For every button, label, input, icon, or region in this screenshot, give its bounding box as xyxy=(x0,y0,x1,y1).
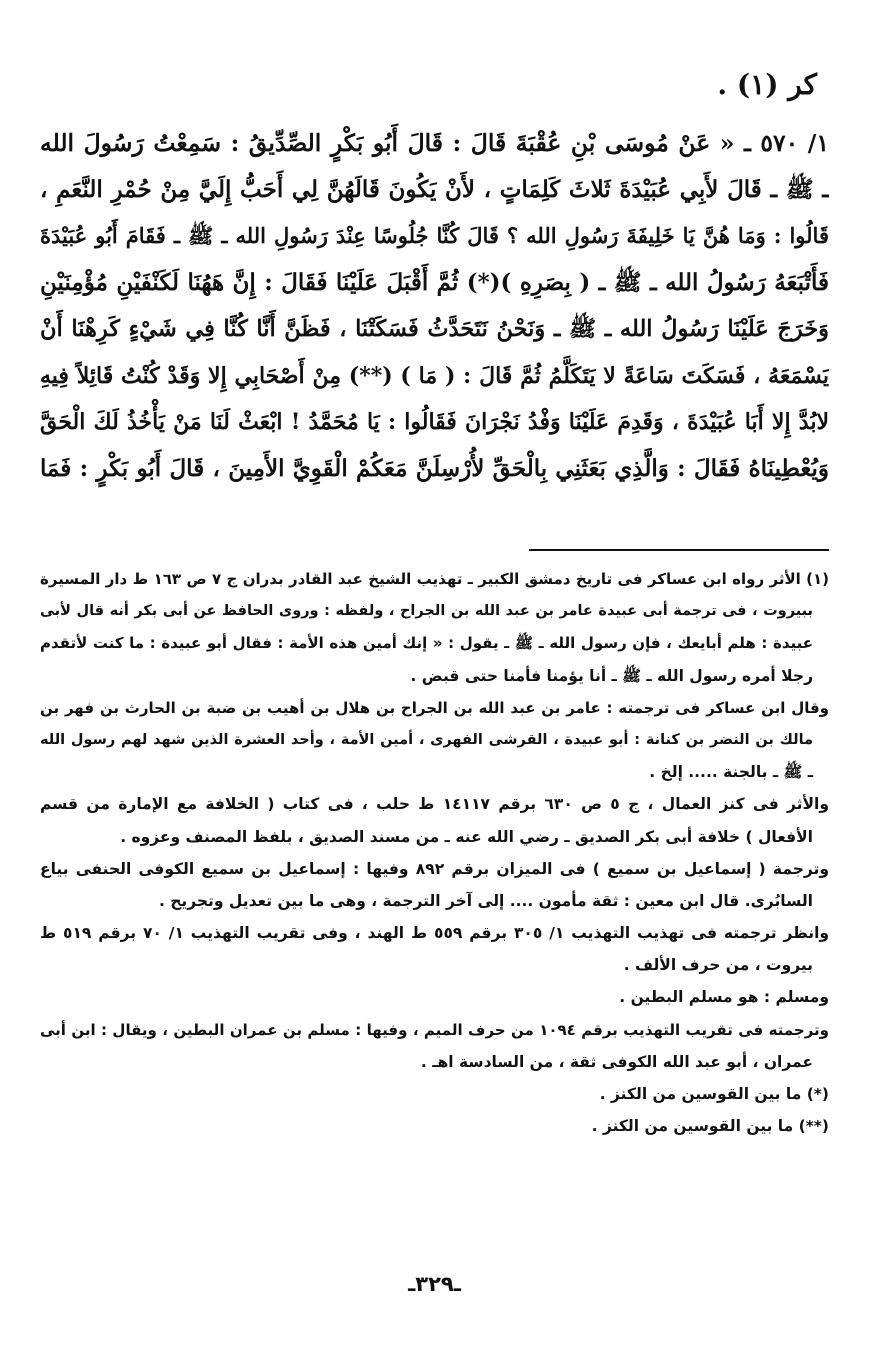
footnote-line: مالك بن النضر بن كنانة : أبو عبيدة ، القرشى الفهرى ، أمين الأمة ، وأحد العشرة الذين شهد لهم رسول الله xyxy=(40,731,813,748)
footnote-line: السابُرى. قال ابن معين : ثقة مأمون .... إلى آخر الترجمة ، وهى ما بين تعديل وتجريح . xyxy=(158,891,813,910)
footnote-line: رجلا أمره رسول الله ـ ﷺ ـ أنا يؤمنا فأمنا حتى قبض . xyxy=(410,666,813,685)
page-number: ـ٣٢٩ـ xyxy=(408,1272,461,1296)
hadith-line: يَسْمَعَهُ ، فَسَكَتَ سَاعَةً لا يَتَكَلَّمُ ثُمَّ قَالَ : ( مَا ) (**) مِنْ أَصْحَابِي إِلا وَقَدْ كُنْتُ قَائِلاً فِيهِ xyxy=(40,362,829,389)
footnote-line: وانظر ترجمته فى تهذيب التهذيب ١/ ٣٠٥ برقم ٥٥٩ ط الهند ، وفى تقريب التهذيب ١/ ٧٠ برقم ٥١٩ ط xyxy=(40,924,829,943)
footnotes xyxy=(40,563,829,1142)
footnote-line: بيروت ، من حرف الألف . xyxy=(623,956,813,975)
hadith-line: ١/ ٥٧٠ ـ « عَنْ مُوسَى بْنِ عُقْبَةَ قَالَ : قَالَ أَبُو بَكْرٍ الصِّدِّيقُ : سَمِعْتُ رَسُولَ الله xyxy=(40,129,829,157)
footnote-line: الأفعال ) خلافة أبى بكر الصديق ـ رضي الله عنه ـ من مسند الصديق ، بلفظ المصنف وعزوه . xyxy=(120,827,813,846)
hadith-line: فَأَتْبَعَهُ رَسُولُ الله ـ ﷺ ـ ( بِصَرِهِ )(*) ثُمَّ أَقْبَلَ عَلَيْنَا فَقَالَ : إِنَّ هَهُنَا لَكَنْفَيْنِ مُؤْمِنَيْنِ xyxy=(40,268,829,296)
previous-hadith-ending: كر (١) . xyxy=(717,68,817,101)
footnote-line: ببيروت ، فى ترجمة أبى عبيدة عامر بن عبد الله بن الجراح ، ولفظه : وروى الحافظ عن أبى بكر أنه قال لأبى xyxy=(40,603,813,620)
footnote-line: (١) الأثر رواه ابن عساكر فى تاريخ دمشق الكبير ـ تهذيب الشيخ عبد القادر بدران ج ٧ ص ١٦٣ ط دار المسيرة xyxy=(40,570,829,588)
footnote-line: والأثر فى كنز العمال ، ج ٥ ص ٦٣٠ برقم ١٤١١٧ ط حلب ، فى كتاب ( الخلافة مع الإمارة من قسم xyxy=(40,795,829,814)
hadith-line: قَالُوا : وَمَا هُنَّ يَا خَلِيفَةَ رَسُولِ الله ؟ قَالَ كُنَّا جُلُوسًا عِنْدَ رَسُولِ الله ـ ﷺ ـ فَقَامَ أَبُو عُبَيْدَةَ xyxy=(40,223,829,248)
footnote-line: (*) ما بين القوسين من الكنز . xyxy=(599,1085,829,1103)
book-page xyxy=(40,0,829,1356)
footnote-line: عبيدة : هلم أبايعك ، فإن رسول الله ـ ﷺ ـ يقول : « إنك أمين هذه الأمة : فقال أبو عبيدة : ما كنت لأتقدم xyxy=(40,634,813,653)
hadith-line: وَيُعْطِينَاهُ فَقَالَ : وَالَّذِي بَعَثَنِي بِالْحَقِّ لأُرْسِلَنَّ مَعَكُمْ الْقَوِيَّ الأَمِينَ ، قَالَ أَبُو بَكْرٍ : فَمَا xyxy=(40,454,829,482)
footnote-line: (**) ما بين القوسين من الكنز . xyxy=(591,1117,829,1136)
footnote-line: ـ ﷺ ـ بالجنة ..... إلخ . xyxy=(649,763,813,782)
footnote-line: عمران ، أبو عبد الله الكوفى ثقة ، من السادسة اهـ . xyxy=(420,1052,813,1071)
footnote-line: وقال ابن عساكر فى ترجمته : عامر بن عبد الله بن الجراح بن هلال بن أهيب بن ضبة بن الحارث بن فهر بن xyxy=(40,698,829,717)
footnote-line: ومسلم : هو مسلم البطين . xyxy=(619,988,829,1007)
hadith-line: وَخَرَجَ عَلَيْنَا رَسُولُ الله ـ ﷺ ـ وَنَحْنُ نَتَحَدَّثُ فَسَكَتْنَا ، فَظَنَّ أَنَّا كُنَّا فِي شَيْءٍ كَرِهْنَا أَنْ xyxy=(40,316,829,342)
hadith-line: لابُدَّ إِلا أَبَا عُبَيْدَةَ ، وَقَدِمَ عَلَيْنَا وَفْدُ نَجْرَانَ فَقَالُوا : يَا مُحَمَّدُ ! ابْعَثْ لَنَا مَنْ يَأْخُذُ لَكَ الْحَقَّ xyxy=(40,409,829,435)
hadith-text xyxy=(40,120,829,492)
footnote-line: وترجمته فى تقريب التهذيب برقم ١٠٩٤ من حرف الميم ، وفيها : مسلم بن عمران البطين ، ويقال : ابن أبى xyxy=(40,1020,829,1039)
hadith-line: ـ ﷺ ـ قَالَ لأَبِي عُبَيْدَةَ ثَلاثَ كَلِمَاتٍ ، لأَنْ يَكُونَ قَالَهُنَّ لِي أَحَبُّ إِلَيَّ مِنْ حُمْرِ النَّعَمِ ، xyxy=(40,175,829,203)
footnote-divider xyxy=(529,549,829,551)
footnote-line: وترجمة ( إسماعيل بن سميع ) فى الميزان برقم ٨٩٢ وفيها : إسماعيل بن سميع الكوفى الحنفى بياع xyxy=(40,859,829,878)
